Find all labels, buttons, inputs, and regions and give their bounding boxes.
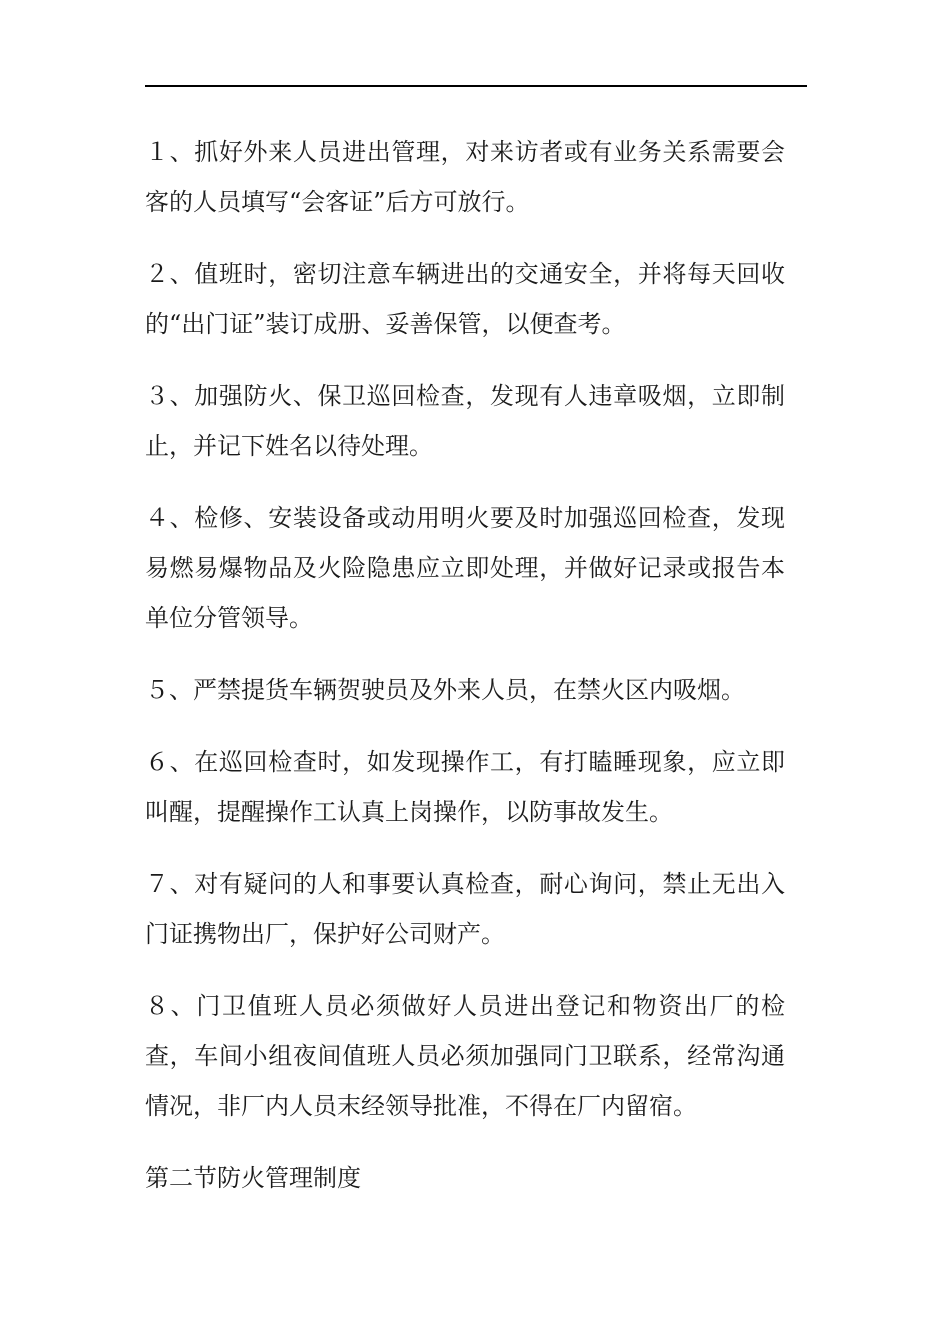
paragraph-1: １、抓好外来人员进出管理，对来访者或有业务关系需要会客的人员填写“会客证”后方可放行。	[145, 138, 785, 216]
paragraph-2: ２、值班时，密切注意车辆进出的交通安全，并将每天回收的“出门证”装订成册、妥善保管，以便查考。	[145, 260, 785, 338]
paragraph-6: ６、在巡回检查时，如发现操作工，有打瞌睡现象，应立即叫醒，提醒操作工认真上岗操作，以防事故发生。	[145, 748, 785, 826]
paragraph-4: ４、检修、安装设备或动用明火要及时加强巡回检查，发现易燃易爆物品及火险隐患应立即处理，并做好记录或报告本单位分管领导。	[145, 504, 785, 632]
paragraph-8: ８、门卫值班人员必须做好人员进出登记和物资出厂的检查，车间小组夜间值班人员必须加强同门卫联系，经常沟通情况，非厂内人员末经领导批准，不得在厂内留宿。	[145, 992, 785, 1120]
section-heading: 第二节防火管理制度	[145, 1164, 361, 1192]
header-rule	[145, 85, 807, 87]
document-body	[145, 127, 785, 1203]
paragraph-3: ３、加强防火、保卫巡回检查，发现有人违章吸烟，立即制止，并记下姓名以待处理。	[145, 382, 785, 460]
paragraph-5: ５、严禁提货车辆贺驶员及外来人员，在禁火区内吸烟。	[145, 676, 745, 704]
paragraph-7: ７、对有疑问的人和事要认真检查，耐心询问，禁止无出入门证携物出厂，保护好公司财产。	[145, 870, 785, 948]
